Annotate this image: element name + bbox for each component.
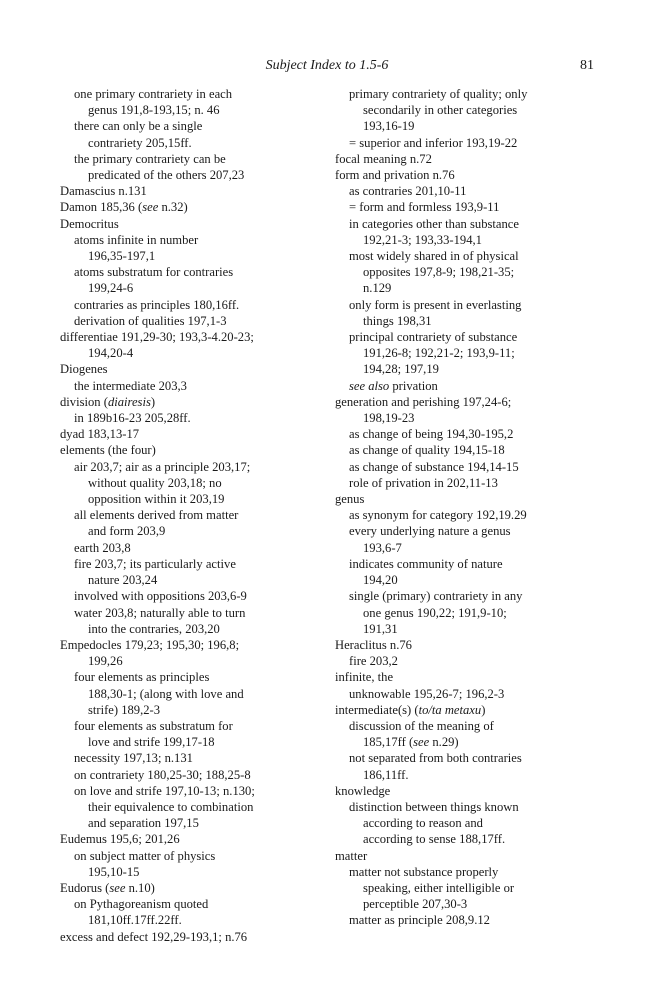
index-subentry: principal contrariety of substance [349, 330, 518, 345]
index-subentry: 188,30-1; (along with love and [88, 686, 244, 701]
index-subentry: contrariety 205,15ff. [88, 135, 192, 150]
index-subentry: one primary contrariety in each [74, 87, 233, 101]
index-subentry: things 198,31 [363, 313, 432, 328]
index-subentry: love and strife 199,17-18 [88, 735, 215, 750]
index-heading: intermediate(s) (to/ta metaxu) [335, 702, 486, 717]
index-subentry: necessity 197,13; n.131 [74, 751, 193, 766]
index-subentry: as change of quality 194,15-18 [349, 443, 505, 458]
index-subentry: most widely shared in of physical [349, 249, 519, 264]
index-subentry: distinction between things known [349, 799, 519, 814]
index-subentry: in categories other than substance [349, 216, 519, 231]
index-column-right [335, 86, 597, 929]
index-subentry: 191,31 [363, 621, 398, 636]
index-heading: Damon 185,36 (see n.32) [60, 200, 188, 215]
index-subentry: = form and formless 193,9-11 [349, 200, 500, 215]
index-subentry: perceptible 207,30-3 [363, 897, 468, 912]
index-heading: genus [335, 492, 365, 507]
index-subentry: the primary contrariety can be [74, 151, 226, 166]
index-subentry: on love and strife 197,10-13; n.130; [74, 783, 255, 798]
index-heading: elements (the four) [60, 443, 156, 458]
index-subentry: atoms infinite in number [74, 232, 199, 247]
index-subentry: on subject matter of physics [74, 848, 216, 863]
index-column-left [60, 86, 322, 945]
index-subentry: 195,10-15 [88, 864, 140, 879]
index-heading: differentiae 191,29-30; 193,3-4.20-23; [60, 330, 254, 345]
index-subentry: the intermediate 203,3 [74, 378, 187, 393]
index-subentry: on Pythagoreanism quoted [74, 897, 209, 912]
index-heading: dyad 183,13-17 [60, 427, 140, 442]
index-subentry: single (primary) contrariety in any [349, 589, 523, 604]
index-subentry: 185,17ff (see n.29) [363, 735, 459, 750]
index-subentry: 191,26-8; 192,21-2; 193,9-11; [363, 346, 515, 361]
index-subentry: matter as principle 208,9.12 [349, 913, 490, 928]
index-heading: Empedocles 179,23; 195,30; 196,8; [60, 637, 240, 652]
index-heading: Eudorus (see n.10) [60, 880, 155, 895]
index-heading: matter [335, 848, 368, 863]
index-subentry: water 203,8; naturally able to turn [74, 605, 246, 620]
running-title: Subject Index to 1.5-6 [265, 58, 389, 73]
index-subentry: into the contraries, 203,20 [88, 621, 220, 636]
index-heading: knowledge [335, 783, 391, 798]
index-heading: division (diairesis) [60, 394, 156, 409]
index-subentry: without quality 203,18; no [88, 475, 222, 490]
index-heading: Eudemus 195,6; 201,26 [60, 832, 180, 847]
index-subentry: 199,26 [88, 654, 123, 669]
index-subentry: as change of substance 194,14-15 [349, 459, 519, 474]
index-subentry: four elements as principles [74, 670, 210, 685]
index-heading: excess and defect 192,29-193,1; n.76 [60, 929, 248, 944]
index-heading: Heraclitus n.76 [335, 637, 412, 652]
index-subentry: fire 203,2 [349, 654, 398, 669]
index-subentry: secondarily in other categories [363, 103, 518, 118]
index-subentry: according to reason and [363, 816, 483, 831]
index-subentry: 194,28; 197,19 [363, 362, 439, 377]
index-subentry: their equivalence to combination [88, 799, 254, 814]
page-header [60, 56, 594, 76]
index-subentry: = superior and inferior 193,19-22 [349, 135, 518, 150]
index-subentry: and separation 197,15 [88, 816, 199, 831]
index-subentry: four elements as substratum for [74, 718, 233, 733]
index-subentry: matter not substance properly [349, 864, 499, 879]
index-subentry: unknowable 195,26-7; 196,2-3 [349, 686, 505, 701]
index-heading: infinite, the [335, 670, 394, 685]
index-subentry: role of privation in 202,11-13 [349, 475, 498, 490]
index-subentry: nature 203,24 [88, 573, 158, 588]
index-subentry: 196,35-197,1 [88, 249, 156, 264]
index-subentry: discussion of the meaning of [349, 718, 494, 733]
index-subentry: 186,11ff. [363, 767, 409, 782]
index-subentry: contraries as principles 180,16ff. [74, 297, 240, 312]
index-heading: Diogenes [60, 362, 108, 377]
index-subentry: 181,10ff.17ff.22ff. [88, 913, 182, 928]
index-subentry: there can only be a single [74, 119, 203, 134]
index-subentry: opposites 197,8-9; 198,21-35; [363, 265, 515, 280]
page-number: 81 [580, 58, 594, 73]
index-subentry: involved with oppositions 203,6-9 [74, 589, 247, 604]
index-heading: Damascius n.131 [60, 184, 147, 199]
index-subentry: 194,20 [363, 573, 398, 588]
index-subentry: 198,19-23 [363, 411, 415, 426]
index-subentry: fire 203,7; its particularly active [74, 556, 236, 571]
index-subentry: only form is present in everlasting [349, 297, 522, 312]
index-subentry: see also privation [349, 378, 438, 393]
index-subentry: not separated from both contraries [349, 751, 522, 766]
index-subentry: 194,20-4 [88, 346, 134, 361]
index-subentry: on contrariety 180,25-30; 188,25-8 [74, 767, 251, 782]
index-heading: generation and perishing 197,24-6; [335, 394, 512, 409]
index-subentry: 193,16-19 [363, 119, 415, 134]
index-heading: Democritus [60, 216, 119, 231]
index-subentry: according to sense 188,17ff. [363, 832, 506, 847]
index-subentry: air 203,7; air as a principle 203,17; [74, 459, 251, 474]
index-subentry: in 189b16-23 205,28ff. [74, 411, 191, 426]
index-subentry: predicated of the others 207,23 [88, 168, 245, 183]
index-subentry: atoms substratum for contraries [74, 265, 234, 280]
index-subentry: one genus 190,22; 191,9-10; [363, 605, 507, 620]
index-subentry: genus 191,8-193,15; n. 46 [88, 103, 220, 118]
index-subentry: strife) 189,2-3 [88, 702, 161, 717]
index-subentry: all elements derived from matter [74, 508, 239, 523]
index-subentry: 199,24-6 [88, 281, 134, 296]
index-heading: form and privation n.76 [335, 168, 455, 183]
index-subentry: indicates community of nature [349, 556, 503, 571]
index-subentry: as contraries 201,10-11 [349, 184, 467, 199]
index-subentry: every underlying nature a genus [349, 524, 511, 539]
index-subentry: primary contrariety of quality; only [349, 87, 528, 101]
index-subentry: speaking, either intelligible or [363, 880, 515, 895]
index-subentry: 193,6-7 [363, 540, 402, 555]
index-subentry: earth 203,8 [74, 540, 131, 555]
index-heading: focal meaning n.72 [335, 151, 432, 166]
index-subentry: and form 203,9 [88, 524, 166, 539]
index-subentry: as synonym for category 192,19.29 [349, 508, 527, 523]
index-subentry: 192,21-3; 193,33-194,1 [363, 232, 482, 247]
index-subentry: as change of being 194,30-195,2 [349, 427, 514, 442]
index-subentry: opposition within it 203,19 [88, 492, 225, 507]
index-subentry: n.129 [363, 281, 392, 296]
index-subentry: derivation of qualities 197,1-3 [74, 313, 227, 328]
